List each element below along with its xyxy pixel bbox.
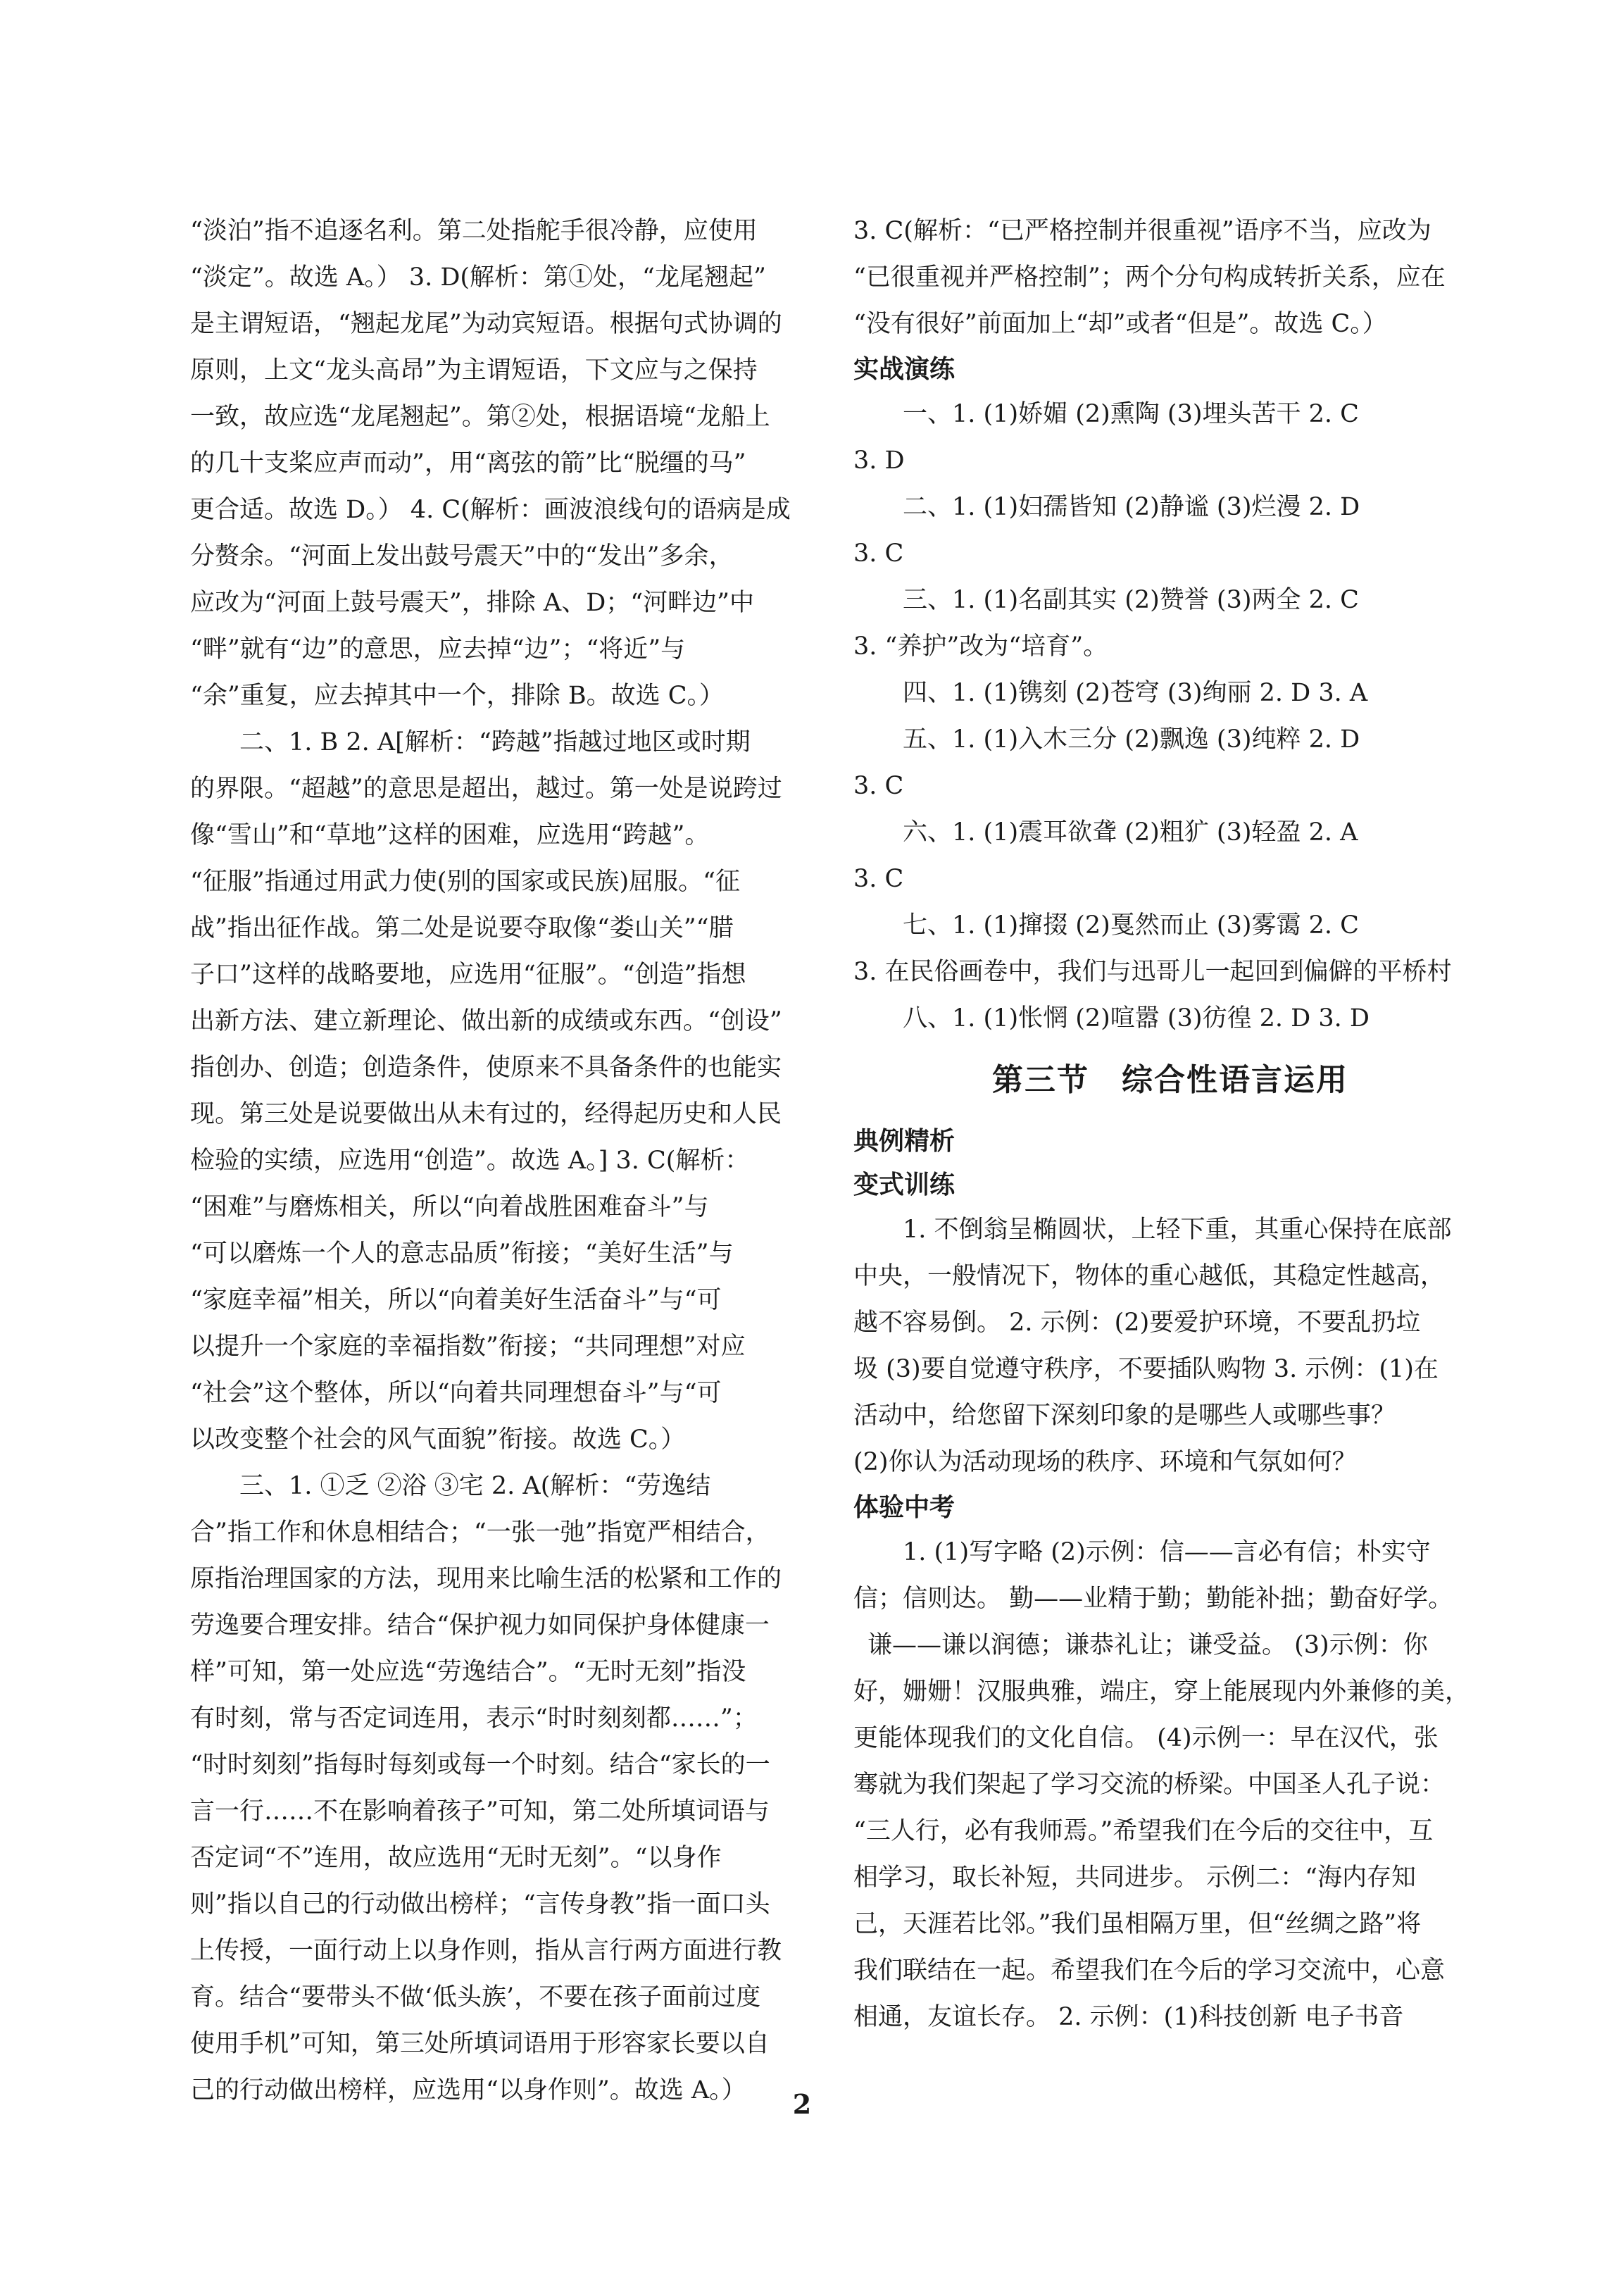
text-line: 1. (1)写字略 (2)示例：信——言必有信；朴实守 bbox=[903, 1538, 1431, 1566]
text-line: 3. C(解析：“已严格控制并很重视”语序不当，应改为 bbox=[853, 217, 1431, 245]
text-line: 检验的实绩，应选用“创造”。故选 A。] 3. C(解析： bbox=[190, 1147, 750, 1175]
text-line: 使用手机”可知，第三处所填词语用于形容家长要以自 bbox=[190, 2030, 770, 2058]
text-line: 五、1. (1)入木三分 (2)飘逸 (3)纯粹 2. D bbox=[903, 725, 1360, 754]
page-number: 2 bbox=[792, 2088, 812, 2120]
text-line: “畔”就有“边”的意思，应去掉“边”；“将近”与 bbox=[190, 635, 686, 663]
subsection-heading: 实战演练 bbox=[853, 354, 955, 384]
text-line: 骞就为我们架起了学习交流的桥梁。中国圣人孔子说： bbox=[853, 1771, 1446, 1799]
text-line: 1. 不倒翁呈椭圆状，上轻下重，其重心保持在底部 bbox=[903, 1216, 1452, 1244]
text-line: “没有很好”前面加上“却”或者“但是”。故选 C。） bbox=[853, 310, 1387, 338]
text-line: 上传授，一面行动上以身作则，指从言行两方面进行教 bbox=[190, 1937, 782, 1965]
text-line: 谦——谦以润德；谦恭礼让；谦受益。 (3)示例：你 bbox=[867, 1631, 1428, 1659]
text-line: 己的行动做出榜样，应选用“以身作则”。故选 A。） bbox=[190, 2076, 746, 2104]
text-line: 一、1. (1)娇媚 (2)熏陶 (3)埋头苦干 2. C bbox=[903, 400, 1359, 428]
text-line: 活动中，给您留下深刻印象的是哪些人或哪些事？ bbox=[853, 1402, 1396, 1430]
text-line: 3. 在民俗画卷中，我们与迅哥儿一起回到偏僻的平桥村 bbox=[853, 958, 1452, 986]
text-line: 指创办、创造；创造条件，使原来不具备条件的也能实 bbox=[190, 1054, 782, 1082]
text-line: “余”重复，应去掉其中一个，排除 B。故选 C。） bbox=[190, 682, 725, 710]
text-line: 信；信则达。 勤——业精于勤；勤能补拙；勤奋好学。 bbox=[853, 1585, 1453, 1613]
text-line: 原指治理国家的方法，现用来比喻生活的松紧和工作的 bbox=[190, 1565, 782, 1593]
left-column bbox=[190, 208, 824, 2114]
text-line: 一致，故应选“龙尾翘起”。第②处，根据语境“龙船上 bbox=[190, 403, 770, 431]
text-line: 圾 (3)要自觉遵守秩序，不要插队购物 3. 示例：(1)在 bbox=[853, 1355, 1439, 1383]
text-line: 3. C bbox=[853, 539, 904, 568]
text-line: 子口”这样的战略要地，应选用“征服”。“创造”指想 bbox=[190, 961, 746, 989]
text-line: 有时刻，常与否定词连用，表示“时时刻刻都……”； bbox=[190, 1704, 758, 1733]
right-column bbox=[853, 208, 1487, 2040]
text-line: 四、1. (1)镌刻 (2)苍穹 (3)绚丽 2. D 3. A bbox=[903, 679, 1368, 707]
text-line: 合”指工作和休息相结合；“一张一弛”指宽严相结合， bbox=[190, 1518, 770, 1547]
text-line: 三、1. ①乏 ②浴 ③宅 2. A(解析：“劳逸结 bbox=[239, 1472, 711, 1500]
text-line: 的几十支桨应声而动”，用“离弦的箭”比“脱缰的马” bbox=[190, 449, 746, 478]
subsection-heading: 体验中考 bbox=[853, 1492, 955, 1522]
text-line: 六、1. (1)震耳欲聋 (2)粗犷 (3)轻盈 2. A bbox=[903, 818, 1358, 847]
subsection-heading: 变式训练 bbox=[853, 1170, 955, 1199]
text-line: 分赘余。“河面上发出鼓号震天”中的“发出”多余， bbox=[190, 542, 734, 570]
text-line: 出新方法、建立新理论、做出新的成绩或东西。“创设” bbox=[190, 1007, 782, 1035]
text-line: 三、1. (1)名副其实 (2)赞誉 (3)两全 2. C bbox=[903, 586, 1359, 614]
text-line: 更合适。故选 D。） 4. C(解析：画波浪线句的语病是成 bbox=[190, 496, 791, 524]
text-line: 相通，友谊长存。 2. 示例：(1)科技创新 电子书音 bbox=[853, 2003, 1404, 2031]
text-line: 己，天涯若比邻。”我们虽相隔万里，但“丝绸之路”将 bbox=[853, 1910, 1422, 1938]
text-line: 相学习，取长补短，共同进步。 示例二：“海内存知 bbox=[853, 1864, 1417, 1892]
text-line: (2)你认为活动现场的秩序、环境和气氛如何？ bbox=[853, 1448, 1357, 1476]
text-line: “社会”这个整体，所以“向着共同理想奋斗”与“可 bbox=[190, 1379, 722, 1407]
text-line: 好，姗姗！汉服典雅，端庄，穿上能展现内外兼修的美， bbox=[853, 1678, 1470, 1706]
text-line: “可以磨炼一个人的意志品质”衔接；“美好生活”与 bbox=[190, 1240, 734, 1268]
text-line: 更能体现我们的文化自信。 (4)示例一：早在汉代，张 bbox=[853, 1724, 1439, 1752]
text-line: 是主谓短语，“翘起龙尾”为动宾短语。根据句式协调的 bbox=[190, 310, 782, 338]
text-line: 言一行……不在影响着孩子”可知，第二处所填词语与 bbox=[190, 1797, 770, 1826]
text-line: 越不容易倒。 2. 示例：(2)要爱护环境，不要乱扔垃 bbox=[853, 1309, 1421, 1337]
text-line: “困难”与磨炼相关，所以“向着战胜困难奋斗”与 bbox=[190, 1193, 709, 1221]
text-line: 育。结合“要带头不做‘低头族’，不要在孩子面前过度 bbox=[190, 1983, 761, 2011]
text-line: 则”指以自己的行动做出榜样；“言传身教”指一面口头 bbox=[190, 1890, 770, 1918]
text-line: 3. “养护”改为“培育”。 bbox=[853, 632, 1108, 661]
text-line: 以提升一个家庭的幸福指数”衔接；“共同理想”对应 bbox=[190, 1333, 746, 1361]
text-line: 应改为“河面上鼓号震天”，排除 A、D；“河畔边”中 bbox=[190, 589, 755, 617]
text-line: “征服”指通过用武力使(别的国家或民族)屈服。“征 bbox=[190, 868, 740, 896]
text-line: 战”指出征作战。第二处是说要夺取像“娄山关”“腊 bbox=[190, 914, 734, 942]
text-line: 3. C bbox=[853, 865, 904, 893]
text-line: “淡定”。故选 A。） 3. D(解析：第①处，“龙尾翘起” bbox=[190, 263, 766, 292]
text-line: “家庭幸福”相关，所以“向着美好生活奋斗”与“可 bbox=[190, 1286, 722, 1314]
text-line: 原则，上文“龙头高昂”为主谓短语，下文应与之保持 bbox=[190, 356, 758, 385]
text-line: 否定词“不”连用，故应选用“无时无刻”。“以身作 bbox=[190, 1844, 722, 1872]
text-line: 现。第三处是说要做出从未有过的，经得起历史和人民 bbox=[190, 1100, 782, 1128]
text-line: 八、1. (1)怅惘 (2)喧嚣 (3)彷徨 2. D 3. D bbox=[903, 1004, 1370, 1032]
text-line: 以改变整个社会的风气面貌”衔接。故选 C。） bbox=[190, 1425, 686, 1454]
text-line: “三人行，必有我师焉。”希望我们在今后的交往中，互 bbox=[853, 1817, 1434, 1845]
text-line: 我们联结在一起。希望我们在今后的学习交流中，心意 bbox=[853, 1957, 1446, 1985]
text-line: 劳逸要合理安排。结合“保护视力如同保护身体健康一 bbox=[190, 1611, 770, 1640]
text-line: 七、1. (1)撺掇 (2)戛然而止 (3)雾霭 2. C bbox=[903, 911, 1359, 940]
text-line: 像“雪山”和“草地”这样的困难，应选用“跨越”。 bbox=[190, 821, 710, 849]
text-line: “时时刻刻”指每时每刻或每一个时刻。结合“家长的一 bbox=[190, 1751, 770, 1779]
section-title: 第三节 综合性语言运用 bbox=[992, 1062, 1348, 1098]
text-line: 中央，一般情况下，物体的重心越低，其稳定性越高， bbox=[853, 1262, 1446, 1290]
text-line: “已很重视并严格控制”；两个分句构成转折关系，应在 bbox=[853, 263, 1446, 292]
text-line: 二、1. (1)妇孺皆知 (2)静谧 (3)烂漫 2. D bbox=[903, 493, 1360, 521]
subsection-heading: 典例精析 bbox=[853, 1126, 955, 1156]
text-line: 3. D bbox=[853, 447, 905, 475]
text-line: 样”可知，第一处应选“劳逸结合”。“无时无刻”指没 bbox=[190, 1658, 746, 1686]
text-line: 的界限。“超越”的意思是超出，越过。第一处是说跨过 bbox=[190, 775, 782, 803]
text-line: 3. C bbox=[853, 772, 904, 800]
text-line: “淡泊”指不追逐名利。第二处指舵手很冷静，应使用 bbox=[190, 217, 758, 245]
text-line: 二、1. B 2. A[解析：“跨越”指越过地区或时期 bbox=[239, 728, 751, 756]
